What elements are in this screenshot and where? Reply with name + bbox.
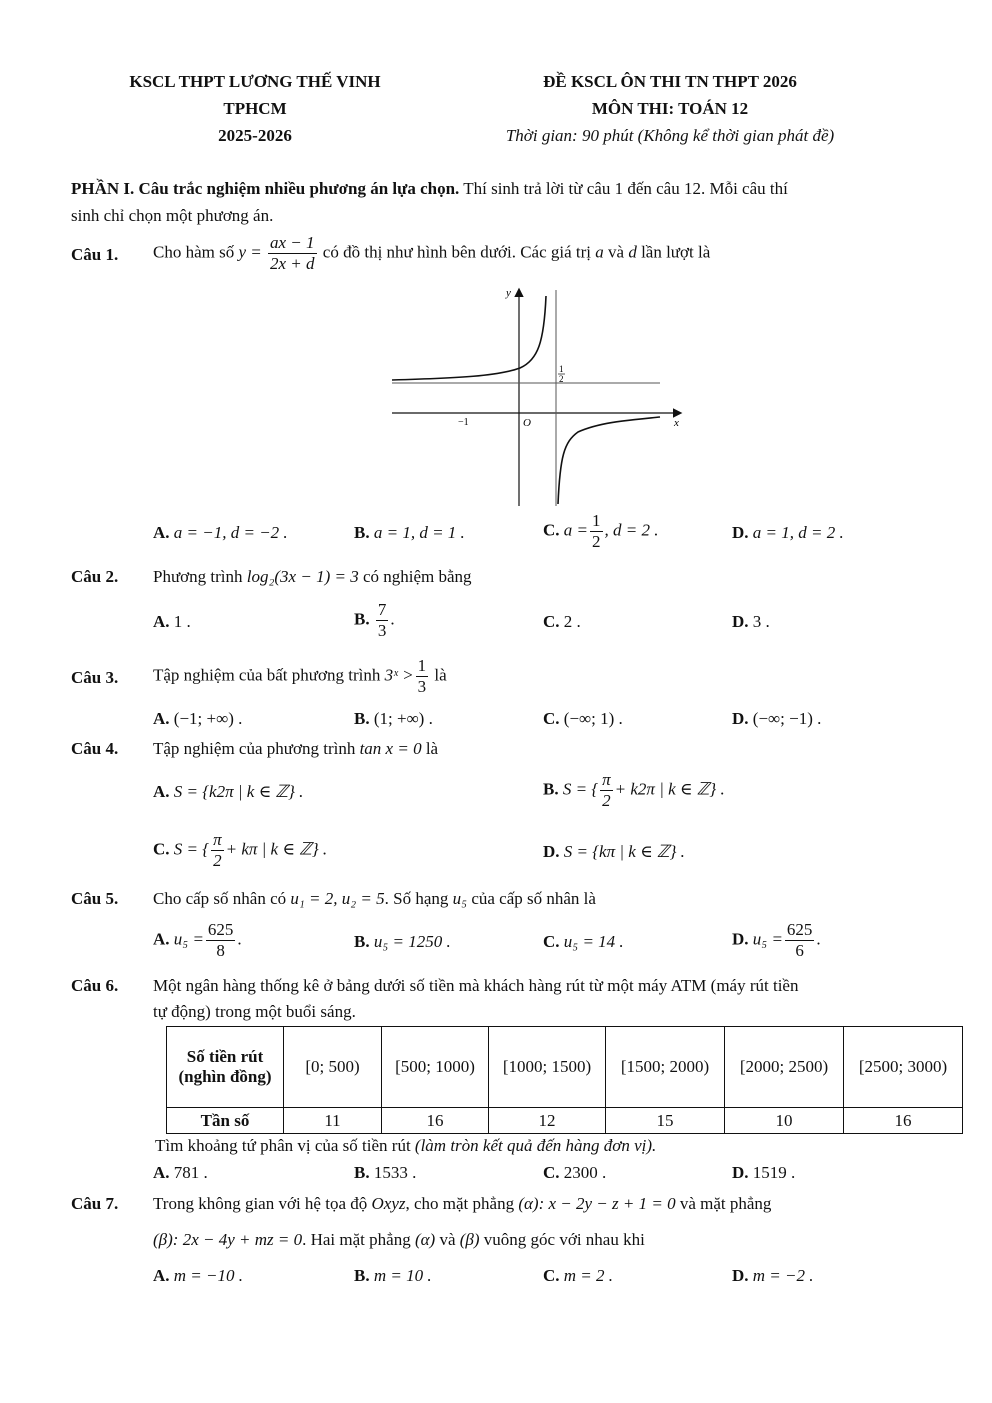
option-d-post: . <box>816 929 821 949</box>
option-b-text: (1; +∞) . <box>373 709 433 728</box>
option-d-fraction <box>785 920 815 961</box>
option-c-post: + kπ | k ∈ ℤ} . <box>225 839 328 859</box>
option-c-den: 2 <box>213 851 222 870</box>
option-d-label: D. <box>732 929 749 949</box>
option-d-text: m = −2 . <box>752 1266 814 1285</box>
option-b-num: π <box>602 770 611 789</box>
option-b[interactable] <box>354 709 433 729</box>
option-d-label: D. <box>732 612 749 631</box>
option-d[interactable] <box>732 612 770 632</box>
option-d[interactable] <box>732 1266 814 1286</box>
option-d-num: 625 <box>786 920 813 939</box>
q2-equation: log₂(3x − 1) = 3 <box>246 567 359 586</box>
question-text <box>153 656 447 697</box>
option-a-label: A. <box>153 612 170 631</box>
option-c-label: C. <box>543 1266 560 1285</box>
option-b-text: a = 1, d = 1 . <box>373 523 465 542</box>
q1-denominator: 2x + d <box>270 254 315 273</box>
option-d-label: D. <box>732 1163 749 1182</box>
table-row <box>167 1027 963 1108</box>
x-axis-label: x <box>674 417 679 429</box>
option-b-text: 1533 . <box>373 1163 417 1182</box>
option-b[interactable] <box>354 523 465 543</box>
option-b-label: B. <box>354 932 370 951</box>
option-a-text: m = −10 . <box>173 1266 244 1285</box>
option-a-label: A. <box>153 1163 170 1182</box>
option-c-label: C. <box>543 932 560 951</box>
option-c-label: C. <box>543 612 560 631</box>
option-a-den: 8 <box>216 941 225 960</box>
q6-question <box>155 1136 656 1156</box>
option-a-label: A. <box>153 782 170 801</box>
option-c[interactable] <box>543 1266 613 1286</box>
table-cell-interval: [2000; 2500) <box>725 1027 844 1108</box>
option-a-pre: u₅ = <box>173 929 204 949</box>
q7-line2-b: vuông góc với nhau khi <box>483 1230 645 1249</box>
q5-term: u₅ <box>452 889 468 908</box>
table-cell-frequency: 16 <box>382 1108 489 1134</box>
option-b-post: . <box>390 609 395 629</box>
option-c-label: C. <box>543 520 560 540</box>
option-d-text: a = 1, d = 2 . <box>752 523 844 542</box>
option-c-fraction <box>211 830 224 871</box>
table-cell-interval: [1500; 2000) <box>606 1027 725 1108</box>
option-d[interactable] <box>732 1163 795 1183</box>
option-a-fraction <box>206 920 236 961</box>
option-c-post: , d = 2 . <box>604 520 659 540</box>
option-c-fraction <box>590 511 603 552</box>
option-b-label: B. <box>354 1266 370 1285</box>
option-a-text: 781 . <box>173 1163 208 1182</box>
school-city: TPHCM <box>223 99 287 118</box>
option-c[interactable] <box>153 830 327 871</box>
q5-text-pre: Cho cấp số nhân có <box>153 889 287 908</box>
table-cell-frequency: 10 <box>725 1108 844 1134</box>
option-b-den: 2 <box>602 791 611 810</box>
school-name: KSCL THPT LƯƠNG THẾ VINH <box>129 72 381 91</box>
option-c[interactable] <box>543 612 581 632</box>
q1-and: và <box>608 242 625 262</box>
option-d-label: D. <box>732 1266 749 1285</box>
option-c-label: C. <box>543 709 560 728</box>
option-d-text: 1519 . <box>752 1163 796 1182</box>
option-c-label: C. <box>543 1163 560 1182</box>
option-b[interactable] <box>354 1163 416 1183</box>
question-text <box>153 739 438 759</box>
question-text-line2: tự động) trong một buổi sáng. <box>153 1002 356 1021</box>
exam-subject: MÔN THI: TOÁN 12 <box>591 99 749 118</box>
option-b-text: u₅ = 1250 . <box>373 932 451 951</box>
q1-y-eq: y = <box>238 242 262 262</box>
option-a[interactable] <box>153 612 191 632</box>
q7-line2-a: . Hai mặt phẳng <box>302 1230 411 1249</box>
q3-ineq-pre: 3ˣ > <box>384 665 414 685</box>
option-d-text: (−∞; −1) . <box>752 709 822 728</box>
question-label: Câu 4. <box>71 739 119 758</box>
option-d[interactable] <box>732 920 821 961</box>
exam-duration: Thời gian: 90 phút (Không kể thời gian phát đề) <box>505 126 835 145</box>
option-d-text: S = {kπ | k ∈ ℤ} . <box>563 842 685 861</box>
question-label: Câu 2. <box>71 567 119 586</box>
option-c-den: 2 <box>592 532 601 551</box>
option-b[interactable] <box>354 932 451 952</box>
part1-instruction-b: sinh chỉ chọn một phương án. <box>71 206 274 225</box>
q1-numerator: ax − 1 <box>270 233 315 252</box>
option-d-label: D. <box>732 709 749 728</box>
question-text <box>153 567 472 587</box>
option-d-label: D. <box>543 842 560 861</box>
option-a[interactable] <box>153 782 303 802</box>
neg-one-label: −1 <box>458 417 469 428</box>
question-text <box>153 1194 771 1214</box>
option-a-num: 625 <box>207 920 234 939</box>
q7-alpha: (α) <box>414 1230 436 1249</box>
table-row <box>167 1108 963 1134</box>
question-label: Câu 7. <box>71 1194 119 1213</box>
q5-given: u₁ = 2, u₂ = 5 <box>290 889 385 908</box>
question-text-line2 <box>153 1230 645 1250</box>
q4-text-post: là <box>425 739 439 758</box>
q1-var-d: d <box>628 242 637 262</box>
half-numerator: 1 <box>559 364 564 374</box>
half-denominator: 2 <box>559 374 564 384</box>
q7-line1-b: , cho mặt phẳng <box>405 1194 515 1213</box>
option-b-fraction <box>376 600 389 641</box>
option-c-text: 2 . <box>563 612 581 631</box>
option-a-label: A. <box>153 709 170 728</box>
option-c[interactable] <box>543 511 659 552</box>
option-d-label: D. <box>732 523 749 542</box>
q7-line1-c: và mặt phẳng <box>679 1194 772 1213</box>
q1-lead: Cho hàm số <box>153 242 235 262</box>
option-a[interactable] <box>153 709 242 729</box>
q7-line1-a: Trong không gian với hệ tọa độ <box>153 1194 368 1213</box>
q1-tail2: lần lượt là <box>641 242 711 262</box>
option-c-text: u₅ = 14 . <box>563 932 624 951</box>
option-b-label: B. <box>354 523 370 542</box>
table-header-amount: Số tiền rút (nghìn đồng) <box>167 1027 284 1108</box>
table-cell-interval: [500; 1000) <box>382 1027 489 1108</box>
option-a-text: S = {k2π | k ∈ ℤ} . <box>173 782 304 801</box>
q1-fraction <box>268 233 317 274</box>
q5-text-mid: . Số hạng <box>384 889 449 908</box>
option-b[interactable] <box>354 600 395 641</box>
option-b-pre: S = { <box>562 779 599 799</box>
question-label: Câu 6. <box>71 976 119 995</box>
school-year: 2025-2026 <box>218 126 292 145</box>
option-b-num: 7 <box>377 600 387 619</box>
q6-question-b: (làm tròn kết quả đến hàng đơn vị). <box>414 1136 657 1155</box>
q7-oxyz: Oxyz <box>371 1194 406 1213</box>
part1-title: PHẦN I. Câu trắc nghiệm nhiều phương án lựa chọn. <box>71 179 460 198</box>
option-a-text: (−1; +∞) . <box>173 709 243 728</box>
q2-text-post: có nghiệm bằng <box>362 567 472 586</box>
q3-den: 3 <box>417 677 427 696</box>
q1-tail: có đồ thị như hình bên dưới. Các giá trị <box>322 242 592 262</box>
option-d-den: 6 <box>795 941 804 960</box>
q7-beta-eq: (β): 2x − 4y + mz = 0 <box>153 1230 303 1249</box>
option-b-post: + k2π | k ∈ ℤ} . <box>614 779 725 799</box>
table-cell-frequency: 11 <box>284 1108 382 1134</box>
question-text <box>153 889 596 909</box>
part1-instruction-a: Thí sinh trả lời từ câu 1 đến câu 12. Mỗi câu thí <box>459 179 788 198</box>
option-c-text: (−∞; 1) . <box>563 709 623 728</box>
option-a[interactable] <box>153 920 242 961</box>
option-d[interactable] <box>543 842 685 862</box>
option-c-text: m = 2 . <box>563 1266 614 1285</box>
option-b-label: B. <box>354 609 370 629</box>
option-a[interactable] <box>153 1163 208 1183</box>
q2-text-pre: Phương trình <box>153 567 243 586</box>
q4-text-pre: Tập nghiệm của phương trình <box>153 739 356 758</box>
hyperbola-graph <box>380 282 690 510</box>
option-c[interactable] <box>543 1163 606 1183</box>
option-b-fraction <box>600 770 613 811</box>
q1-var-a: a <box>595 242 604 262</box>
q3-text-pre: Tập nghiệm của bất phương trình <box>153 665 381 685</box>
option-a-post: . <box>237 929 242 949</box>
option-a[interactable] <box>153 1266 243 1286</box>
q3-fraction <box>416 656 429 697</box>
q3-text-post: là <box>434 665 447 685</box>
option-b-text: m = 10 . <box>373 1266 432 1285</box>
y-axis-label: y <box>506 287 511 299</box>
option-b-den: 3 <box>377 621 387 640</box>
question-text: Một ngân hàng thống kê ở bảng dưới số tiền mà khách hàng rút từ một máy ATM (máy rút tiền <box>153 976 799 995</box>
option-d[interactable] <box>732 709 821 729</box>
option-b-label: B. <box>354 709 370 728</box>
option-b-label: B. <box>354 1163 370 1182</box>
table-cell-frequency: 15 <box>606 1108 725 1134</box>
table-cell-interval: [0; 500) <box>284 1027 382 1108</box>
curve-left-branch <box>392 296 546 380</box>
option-c-label: C. <box>153 839 170 859</box>
option-c-text: 2300 . <box>563 1163 607 1182</box>
option-d[interactable] <box>732 523 844 543</box>
q6-question-a: Tìm khoảng tứ phân vị của số tiền rút <box>155 1136 411 1155</box>
option-c[interactable] <box>543 932 624 952</box>
option-d-pre: u₅ = <box>752 929 783 949</box>
curve-right-branch <box>558 417 660 504</box>
part1-instruction <box>71 179 788 199</box>
option-c-pre: a = <box>563 520 589 540</box>
question-text <box>153 233 710 274</box>
question-label: Câu 1. <box>71 245 119 264</box>
option-a-text: 1 . <box>173 612 191 631</box>
q7-beta: (β) <box>459 1230 480 1249</box>
table-cell-interval: [2500; 3000) <box>844 1027 963 1108</box>
question-label: Câu 5. <box>71 889 119 908</box>
option-b-label: B. <box>543 779 559 799</box>
option-a-label: A. <box>153 1266 170 1285</box>
table-cell-frequency: 12 <box>489 1108 606 1134</box>
origin-label: O <box>523 417 531 429</box>
option-b[interactable] <box>354 1266 432 1286</box>
option-b[interactable] <box>543 770 725 811</box>
frequency-table <box>166 1026 963 1134</box>
exam-title: ĐỀ KSCL ÔN THI TN THPT 2026 <box>543 72 797 91</box>
question-label: Câu 3. <box>71 668 119 687</box>
q7-and: và <box>439 1230 456 1249</box>
q7-alpha-eq: (α): x − 2y − z + 1 = 0 <box>518 1194 676 1213</box>
option-a-text: a = −1, d = −2 . <box>173 523 288 542</box>
table-cell-interval: [1000; 1500) <box>489 1027 606 1108</box>
option-d-text: 3 . <box>752 612 770 631</box>
option-a-label: A. <box>153 523 170 542</box>
q5-text-post: của cấp số nhân là <box>471 889 596 908</box>
option-c-num: π <box>213 830 222 849</box>
option-a-label: A. <box>153 929 170 949</box>
option-a[interactable] <box>153 523 288 543</box>
table-cell-frequency: 16 <box>844 1108 963 1134</box>
q3-num: 1 <box>417 656 427 675</box>
option-c[interactable] <box>543 709 623 729</box>
option-c-pre: S = { <box>173 839 210 859</box>
option-c-num: 1 <box>592 511 601 530</box>
table-header-frequency: Tần số <box>167 1108 284 1134</box>
q4-equation: tan x = 0 <box>359 739 422 758</box>
